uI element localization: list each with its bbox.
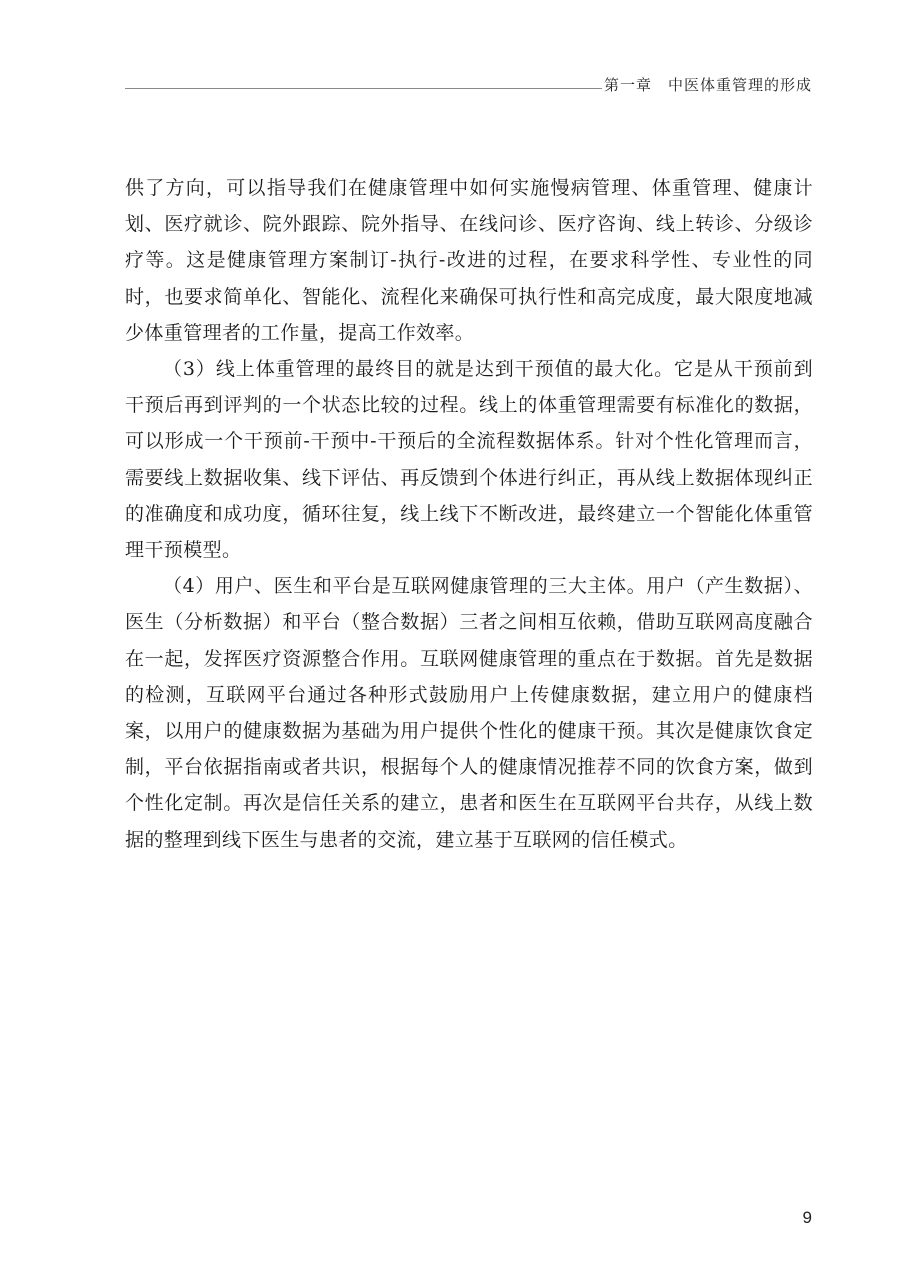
paragraph-item-4: （4）用户、医生和平台是互联网健康管理的三大主体。用户（产生数据）、医生（分析数据）和平台（整合数据）三者之间相互依赖，借助互联网高度融合在一起，发挥医疗资源整合作用。互联网健康管理的重点在于数据。首先是数据的检测，互联网平台通过各种形式鼓励用户上传健康数据，建立用户的健康档案，以用户的健康数据为基础为用户提供个性化的健康干预。其次是健康饮食定制，平台依据指南或者共识，根据每个人的健康情况推荐不同的饮食方案，做到个性化定制。再次是信任关系的建立，患者和医生在互联网平台共存，从线上数据的整理到线下医生与患者的交流，建立基于互联网的信任模式。 [125,575,813,851]
page-body [125,170,813,858]
paragraph-item-3: （3）线上体重管理的最终目的就是达到干预值的最大化。它是从干预前到干预后再到评判的一个状态比较的过程。线上的体重管理需要有标准化的数据，可以形成一个干预前-干预中-干预后的全流程数据体系。针对个性化管理而言，需要线上数据收集、线下评估、再反馈到个体进行纠正，再从线上数据体现纠正的准确度和成功度，循环往复，线上线下不断改进，最终建立一个智能化体重管理干预模型。 [125,358,813,562]
running-header [125,74,812,96]
page-number: 9 [802,1208,812,1227]
paragraph-continued: 供了方向，可以指导我们在健康管理中如何实施慢病管理、体重管理、健康计划、医疗就诊、院外跟踪、院外指导、在线问诊、医疗咨询、线上转诊、分级诊疗等。这是健康管理方案制订-执行-改进的过程，在要求科学性、专业性的同时，也要求简单化、智能化、流程化来确保可执行性和高完成度，最大限度地减少体重管理者的工作量，提高工作效率。 [125,177,813,344]
header-rule [125,88,602,89]
chapter-title: 第一章 中医体重管理的形成 [603,76,812,94]
